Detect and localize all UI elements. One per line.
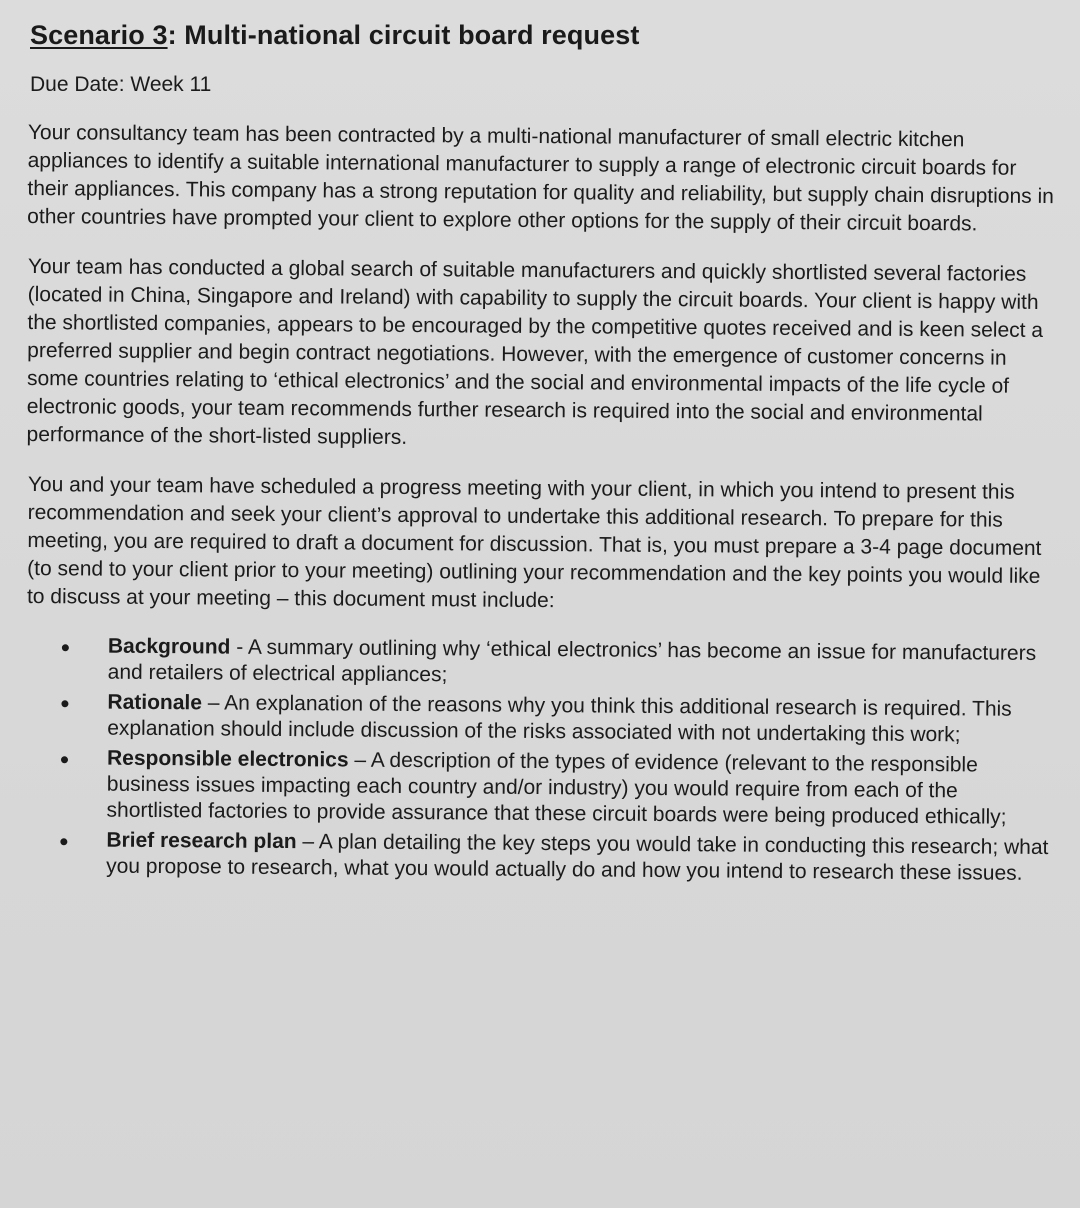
bullet-term: Brief research plan — [106, 828, 297, 854]
list-item-background — [62, 633, 1052, 693]
bullet-term: Background — [107, 634, 231, 659]
page-title — [30, 20, 1052, 51]
list-item-research-plan — [60, 827, 1050, 887]
bullet-icon — [62, 644, 69, 651]
bullet-text: – An explanation of the reasons why you think this additional research is required. This explanation should include discussion of the risks associated with not undertaking this work; — [107, 691, 1012, 747]
bullet-text: - A summary outlining why ‘ethical electronics’ has become an issue for manufacturers and retailers of electrical appliances; — [107, 635, 1037, 687]
due-date: Due Date: Week 11 — [30, 73, 212, 96]
bullet-text: – A plan detailing the key steps you would take in conducting this research; what you propose to research, what you would actually do and how you intend to research these issues. — [106, 830, 1049, 885]
list-item-responsible-electronics — [61, 745, 1052, 831]
bullet-icon — [60, 838, 67, 845]
bullet-term: Rationale — [107, 690, 203, 715]
title-scenario-number: Scenario 3 — [30, 20, 168, 50]
paragraph-intro: Your consultancy team has been contracted by a multi-national manufacturer of small electric kitchen appliances to identify a suitable international manufacturer to supply a range of electronic circuit boards for their appliances. This company has a strong reputation for quality and reliability, but supply chain disruptions in other countries have prompted your client to explore other options for the supply of their circuit boards. — [27, 120, 1054, 236]
paragraph-meeting: You and your team have scheduled a progress meeting with your client, in which you intend to present this recommendation and seek your client’s approval to undertake this additional research. To prepare for this meeting, you are required to draft a document for discussion. That is, you must prepare a 3-4 page document (to send to your client prior to your meeting) outlining your recommendation and the key points you would like to discuss at your meeting – this document must include: — [26, 472, 1042, 613]
list-item-rationale — [61, 689, 1051, 749]
bullet-icon — [61, 756, 68, 763]
paragraph-search: Your team has conducted a global search of suitable manufacturers and quickly shortlisted several factories (located in China, Singapore and Ireland) with capability to supply the circuit boards. Your client is happy with the shortlisted companies, appears to be encouraged by the competitive quotes received and is keen select a preferred supplier and begin contract negotiations. However, with the emergence of customer concerns in some countries relating to ‘ethical electronics’ and the social and environmental impacts of the life cycle of electronic goods, your team recommends further research is required into the social and environmental performance of the short-listed suppliers. — [26, 254, 1044, 449]
title-text: : Multi-national circuit board request — [167, 20, 640, 50]
bullet-icon — [61, 700, 68, 707]
bullet-term: Responsible electronics — [106, 746, 349, 772]
requirements-list — [26, 633, 1052, 887]
bullet-text: – A description of the types of evidence (relevant to the responsible business issues impacting each country and/or industry) you would require from each of the shortlisted factories to provide assurance that these circuit boards were being produced ethically; — [106, 748, 1007, 829]
